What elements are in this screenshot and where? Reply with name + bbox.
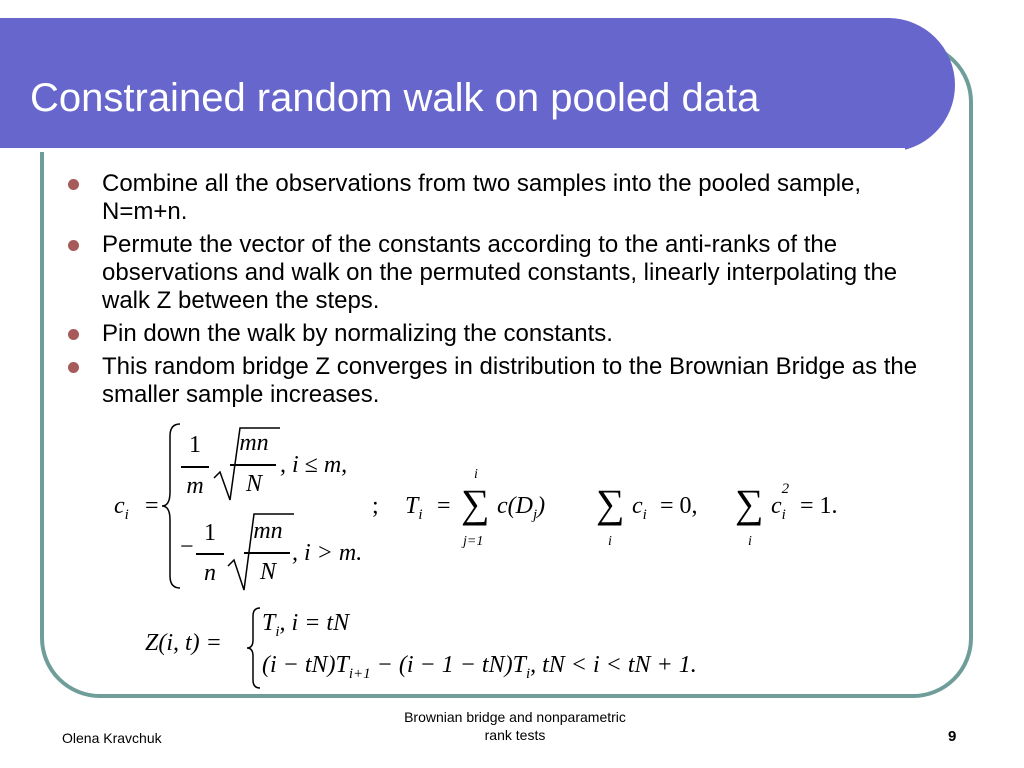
frac2-denominator: n <box>204 560 216 586</box>
frac1-line <box>181 466 209 468</box>
ci-sum-term: $c_i$ <box>632 493 647 523</box>
footer-title <box>350 708 680 744</box>
bullet-list <box>64 170 934 414</box>
frac1-numerator: 1 <box>189 432 201 458</box>
bullet-item <box>64 320 934 348</box>
sqrt2-numerator: mn <box>253 518 283 544</box>
sum-upper-limit: i <box>474 467 478 482</box>
ci-lhs: $c_i$ <box>114 493 129 523</box>
separator: ; <box>372 493 379 519</box>
bullet-icon <box>68 240 79 251</box>
bullet-icon <box>68 179 79 190</box>
sigma-icon: ∑ <box>461 481 490 526</box>
sum-lower-limit: j=1 <box>463 534 484 549</box>
bullet-item <box>64 170 934 226</box>
bullet-text: This random bridge Z converges in distribution to the Brownian Bridge as the smaller sample increases. <box>102 353 918 408</box>
minus-sign: − <box>180 534 194 560</box>
ci-squared-term: c 2 $_i$ <box>771 481 790 523</box>
footer-title-line1: Brownian bridge and nonparametric <box>404 709 626 725</box>
title-underline <box>0 148 905 152</box>
one-eq: = 1. <box>800 493 838 519</box>
frac2-line <box>196 553 224 555</box>
sigma-icon: ∑ <box>596 481 625 526</box>
walk-case1: $T_i$, i = tN <box>262 610 350 640</box>
Z-lhs: Z(i, t) = <box>145 630 222 656</box>
left-brace-icon <box>160 422 184 590</box>
title-band <box>0 18 955 152</box>
case2-condition: , i > m. <box>292 540 363 566</box>
bullet-item <box>64 231 934 315</box>
page-number: 9 <box>948 728 957 745</box>
cD-term: $c(D_j)$ <box>497 493 546 523</box>
sum-index: i <box>748 534 752 549</box>
frac1-denominator: m <box>186 473 204 499</box>
bullet-text: Permute the vector of the constants according to the anti-ranks of the observations and walk on the permuted constants, linearly interpolating the walk Z between the steps. <box>102 231 898 314</box>
walk-case2: $(i - tN)T_{i+1} - (i - 1 - tN)T_i$, tN < i < tN + 1. <box>262 652 697 682</box>
footer-title-line2: rank tests <box>484 727 546 743</box>
left-brace-icon <box>245 606 263 690</box>
bullet-text: Combine all the observations from two samples into the pooled sample, N=m+n. <box>102 170 862 225</box>
Ti-lhs: $T_i$ <box>405 493 423 523</box>
sqrt2-denominator: N <box>259 559 276 585</box>
sqrt2-line <box>244 552 290 554</box>
equals-sign: = <box>145 493 159 519</box>
sigma-icon: ∑ <box>735 481 764 526</box>
bullet-icon <box>68 329 79 340</box>
frac2-numerator: 1 <box>204 520 216 546</box>
slide-title: Constrained random walk on pooled data <box>30 76 760 120</box>
bullet-icon <box>68 362 79 373</box>
sum-index: i <box>608 534 612 549</box>
sqrt1-line <box>230 464 276 466</box>
case1-condition: , i ≤ m, <box>280 452 348 478</box>
Ti-equals: = <box>437 493 451 519</box>
footer-author: Olena Kravchuk <box>62 730 162 746</box>
sqrt1-denominator: N <box>245 471 262 497</box>
sqrt1-numerator: mn <box>239 430 269 456</box>
zero-eq: = 0, <box>660 493 698 519</box>
bullet-text: Pin down the walk by normalizing the constants. <box>102 320 613 347</box>
bullet-item <box>64 353 934 409</box>
